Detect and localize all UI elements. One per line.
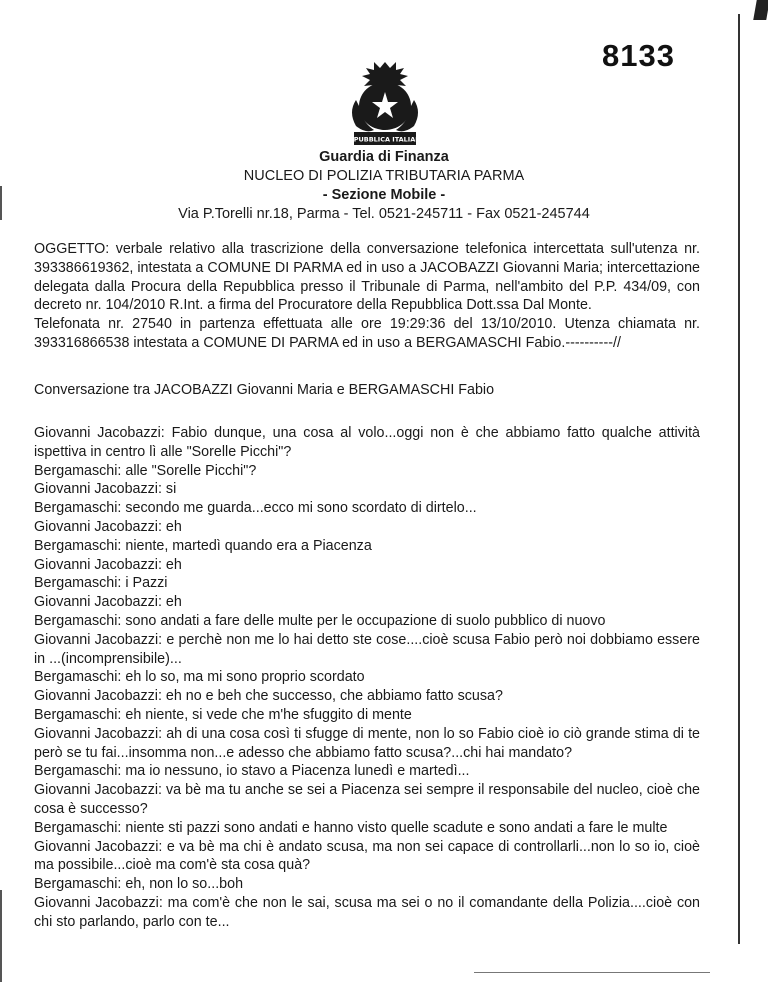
transcript-line: Bergamaschi: eh, non lo so...boh [34,876,244,893]
call-info-text: Telefonata nr. 27540 in partenza effettuata alle ore 19:29:36 del 13/10/2010. Utenza chiamata nr. 393316866538 intestata a COMUNE DI PARMA ed in uso a BERGAMASCHI Fabio.----------// [34,316,700,351]
scan-corner-mark [753,0,768,20]
transcript-line: Giovanni Jacobazzi: e va bè ma chi è andato scusa, ma non sei capace di controllarli...non lo so io, cioè ma possibile...cioè ma com'è sta cosa quà? [34,838,700,874]
transcript-line: Bergamaschi: secondo me guarda...ecco mi sono scordato di dirtelo... [34,500,477,517]
transcript-line: Bergamaschi: eh lo so, ma mi sono proprio scordato [34,669,365,686]
scan-left-mark [0,890,2,982]
transcript-line: Bergamaschi: niente sti pazzi sono andati e hanno visto quelle scadute e sono andati a fare le multe [34,819,668,836]
subject-text: OGGETTO: verbale relativo alla trascrizione della conversazione telefonica intercettata sull'utenza nr. 393386619362, intestata a COMUNE DI PARMA ed in uso a JACOBAZZI Giovanni Maria; intercettazione delegata dalla Procura della Repubblica presso il Tribunale di Parma, nell'ambito del P.P. 434/09, con decreto nr. 104/2010 R.Int. a firma del Procuratore della Repubblica Dott.ssa Dal Monte. [34,241,700,314]
conversation-title: Conversazione tra JACOBAZZI Giovanni Maria e BERGAMASCHI Fabio [34,382,495,398]
guardia-di-finanza-emblem-icon [330,56,440,148]
transcript-line: Giovanni Jacobazzi: eh no e beh che successo, che abbiamo fatto scusa? [34,688,503,705]
transcript-line: Giovanni Jacobazzi: e perchè non me lo hai detto ste cose....cioè scusa Fabio però noi dobbiamo essere in ...(incomprensibile)... [34,631,700,667]
transcript-line: Bergamaschi: niente, martedì quando era a Piacenza [34,537,372,554]
header-org: Guardia di Finanza [319,149,449,165]
transcript-line: Giovanni Jacobazzi: ah di una cosa così ti sfugge di mente, non lo so Fabio cioè io ciò grande stima di te però se tu fai...insomma non...e adesso che abbiamo fatto scusa?...chi hai mandato? [34,725,700,761]
transcript-line: Giovanni Jacobazzi: eh [34,556,182,573]
conversation-transcript [34,424,700,932]
header-address: Via P.Torelli nr.18, Parma - Tel. 0521-245711 - Fax 0521-245744 [178,206,590,222]
transcript-line: Bergamaschi: ma io nessuno, io stavo a Piacenza lunedì e martedì... [34,763,470,780]
transcript-line: Bergamaschi: i Pazzi [34,575,168,592]
emblem-caption: REPUBBLICA ITALIANA [344,135,426,144]
transcript-line: Giovanni Jacobazzi: va bè ma tu anche se sei a Piacenza sei sempre il responsabile del nucleo, cioè che cosa è successo? [34,782,700,817]
transcript-line: Giovanni Jacobazzi: eh [34,594,182,611]
transcript-line: Giovanni Jacobazzi: ma com'è che non le sai, scusa ma sei o no il comandante della Polizia....cioè con chi sto parlando, parlo con te... [34,894,700,930]
transcript-line: Giovanni Jacobazzi: si [34,481,177,498]
transcript-line: Bergamaschi: sono andati a fare delle multe per le occupazione di suolo pubblico di nuovo [34,612,606,629]
subject-block [34,240,700,353]
transcript-line: Bergamaschi: eh niente, si vede che m'he sfuggito di mente [34,706,412,723]
header-section: - Sezione Mobile - [322,187,446,203]
transcript-line: Giovanni Jacobazzi: Fabio dunque, una cosa al volo...oggi non è che abbiamo fatto qualche attività ispettiva in centro lì alle "Sorelle Picchi"? [34,425,700,460]
bottom-rule [474,972,710,973]
transcript-line: Giovanni Jacobazzi: eh [34,518,182,535]
transcript-line: Bergamaschi: alle "Sorelle Picchi"? [34,462,257,479]
document-number: 8133 [602,38,675,73]
header-unit: NUCLEO DI POLIZIA TRIBUTARIA PARMA [243,168,525,184]
